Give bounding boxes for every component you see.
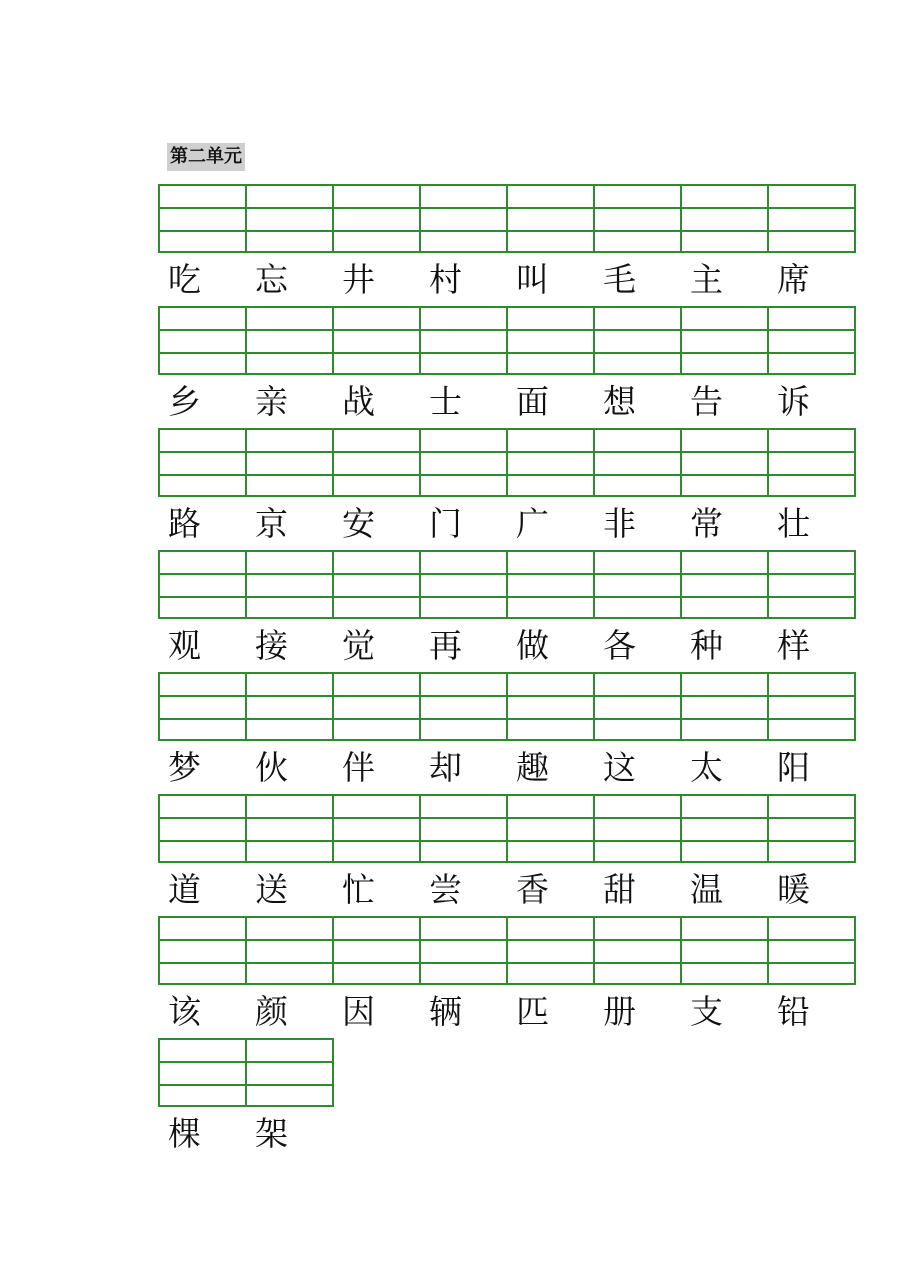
writing-grid bbox=[158, 672, 854, 741]
practice-character: 伴 bbox=[342, 748, 375, 787]
practice-character: 毛 bbox=[603, 260, 636, 299]
writing-cell[interactable] bbox=[506, 672, 595, 741]
practice-row bbox=[158, 672, 854, 794]
writing-cell[interactable] bbox=[245, 1038, 334, 1107]
writing-cell[interactable] bbox=[506, 184, 595, 253]
practice-character: 样 bbox=[777, 626, 810, 665]
writing-cell[interactable] bbox=[332, 306, 421, 375]
practice-character: 路 bbox=[168, 504, 201, 543]
character-row bbox=[158, 985, 854, 1038]
writing-cell[interactable] bbox=[767, 428, 856, 497]
practice-character: 支 bbox=[690, 992, 723, 1031]
writing-cell[interactable] bbox=[158, 306, 247, 375]
writing-cell[interactable] bbox=[680, 428, 769, 497]
writing-cell[interactable] bbox=[332, 794, 421, 863]
practice-character: 告 bbox=[690, 382, 723, 421]
writing-cell[interactable] bbox=[419, 550, 508, 619]
practice-character: 匹 bbox=[516, 992, 549, 1031]
writing-cell[interactable] bbox=[245, 306, 334, 375]
writing-cell[interactable] bbox=[767, 550, 856, 619]
practice-row bbox=[158, 1038, 854, 1160]
practice-character: 非 bbox=[603, 504, 636, 543]
writing-cell[interactable] bbox=[593, 672, 682, 741]
character-row bbox=[158, 1107, 854, 1160]
practice-character: 趣 bbox=[516, 748, 549, 787]
writing-cell[interactable] bbox=[245, 672, 334, 741]
practice-character: 乡 bbox=[168, 382, 201, 421]
writing-cell[interactable] bbox=[245, 916, 334, 985]
practice-character: 架 bbox=[255, 1114, 288, 1153]
practice-character: 这 bbox=[603, 748, 636, 787]
practice-character: 铅 bbox=[777, 992, 810, 1031]
writing-cell[interactable] bbox=[332, 672, 421, 741]
practice-row bbox=[158, 306, 854, 428]
practice-character: 京 bbox=[255, 504, 288, 543]
practice-row bbox=[158, 794, 854, 916]
writing-cell[interactable] bbox=[332, 916, 421, 985]
character-row bbox=[158, 253, 854, 306]
practice-character: 村 bbox=[429, 260, 462, 299]
practice-character: 叫 bbox=[516, 260, 549, 299]
practice-character: 温 bbox=[690, 870, 723, 909]
practice-character: 壮 bbox=[777, 504, 810, 543]
writing-cell[interactable] bbox=[593, 916, 682, 985]
practice-character: 送 bbox=[255, 870, 288, 909]
practice-character: 门 bbox=[429, 504, 462, 543]
writing-cell[interactable] bbox=[593, 794, 682, 863]
practice-character: 梦 bbox=[168, 748, 201, 787]
writing-cell[interactable] bbox=[506, 550, 595, 619]
practice-character: 暖 bbox=[777, 870, 810, 909]
practice-character: 主 bbox=[690, 260, 723, 299]
writing-cell[interactable] bbox=[332, 428, 421, 497]
practice-character: 却 bbox=[429, 748, 462, 787]
writing-grid bbox=[158, 1038, 854, 1107]
practice-character: 诉 bbox=[777, 382, 810, 421]
writing-cell[interactable] bbox=[245, 550, 334, 619]
practice-row bbox=[158, 428, 854, 550]
practice-character: 广 bbox=[516, 504, 549, 543]
writing-cell[interactable] bbox=[680, 550, 769, 619]
practice-character: 颜 bbox=[255, 992, 288, 1031]
practice-character: 忙 bbox=[342, 870, 375, 909]
writing-cell[interactable] bbox=[680, 306, 769, 375]
writing-cell[interactable] bbox=[158, 1038, 247, 1107]
writing-cell[interactable] bbox=[332, 550, 421, 619]
writing-cell[interactable] bbox=[419, 184, 508, 253]
writing-cell[interactable] bbox=[593, 550, 682, 619]
practice-character: 常 bbox=[690, 504, 723, 543]
writing-cell[interactable] bbox=[680, 794, 769, 863]
writing-cell[interactable] bbox=[245, 184, 334, 253]
writing-cell[interactable] bbox=[767, 916, 856, 985]
practice-row bbox=[158, 184, 854, 306]
practice-character: 种 bbox=[690, 626, 723, 665]
writing-grid bbox=[158, 794, 854, 863]
character-row bbox=[158, 375, 854, 428]
practice-character: 伙 bbox=[255, 748, 288, 787]
practice-character: 吃 bbox=[168, 260, 201, 299]
writing-cell[interactable] bbox=[419, 916, 508, 985]
writing-grid bbox=[158, 184, 854, 253]
writing-cell[interactable] bbox=[158, 550, 247, 619]
writing-grid bbox=[158, 306, 854, 375]
practice-character: 接 bbox=[255, 626, 288, 665]
writing-grid bbox=[158, 428, 854, 497]
practice-character: 再 bbox=[429, 626, 462, 665]
writing-cell[interactable] bbox=[593, 184, 682, 253]
writing-cell[interactable] bbox=[767, 306, 856, 375]
writing-cell[interactable] bbox=[680, 916, 769, 985]
practice-character: 亲 bbox=[255, 382, 288, 421]
practice-character: 想 bbox=[603, 382, 636, 421]
writing-cell[interactable] bbox=[419, 428, 508, 497]
character-row bbox=[158, 741, 854, 794]
practice-character: 香 bbox=[516, 870, 549, 909]
practice-character: 觉 bbox=[342, 626, 375, 665]
writing-cell[interactable] bbox=[506, 794, 595, 863]
practice-rows bbox=[158, 184, 854, 1160]
practice-character: 道 bbox=[168, 870, 201, 909]
character-row bbox=[158, 863, 854, 916]
writing-cell[interactable] bbox=[593, 306, 682, 375]
writing-cell[interactable] bbox=[680, 184, 769, 253]
practice-character: 甜 bbox=[603, 870, 636, 909]
practice-character: 安 bbox=[342, 504, 375, 543]
writing-grid bbox=[158, 550, 854, 619]
writing-cell[interactable] bbox=[419, 794, 508, 863]
writing-cell[interactable] bbox=[767, 184, 856, 253]
character-row bbox=[158, 497, 854, 550]
practice-character: 面 bbox=[516, 382, 549, 421]
practice-character: 做 bbox=[516, 626, 549, 665]
practice-character: 辆 bbox=[429, 992, 462, 1031]
writing-cell[interactable] bbox=[245, 428, 334, 497]
practice-row bbox=[158, 550, 854, 672]
practice-character: 阳 bbox=[777, 748, 810, 787]
practice-character: 席 bbox=[777, 260, 810, 299]
writing-cell[interactable] bbox=[158, 916, 247, 985]
writing-cell[interactable] bbox=[506, 306, 595, 375]
practice-character: 棵 bbox=[168, 1114, 201, 1153]
practice-character: 井 bbox=[342, 260, 375, 299]
unit-title: 第二单元 bbox=[167, 143, 245, 171]
character-row bbox=[158, 619, 854, 672]
practice-character: 士 bbox=[429, 382, 462, 421]
practice-row bbox=[158, 916, 854, 1038]
practice-character: 尝 bbox=[429, 870, 462, 909]
writing-cell[interactable] bbox=[158, 672, 247, 741]
writing-cell[interactable] bbox=[593, 428, 682, 497]
practice-character: 观 bbox=[168, 626, 201, 665]
practice-character: 太 bbox=[690, 748, 723, 787]
practice-character: 忘 bbox=[255, 260, 288, 299]
writing-cell[interactable] bbox=[506, 916, 595, 985]
writing-cell[interactable] bbox=[158, 428, 247, 497]
writing-cell[interactable] bbox=[158, 184, 247, 253]
writing-cell[interactable] bbox=[767, 672, 856, 741]
writing-cell[interactable] bbox=[767, 794, 856, 863]
writing-grid bbox=[158, 916, 854, 985]
writing-cell[interactable] bbox=[419, 306, 508, 375]
writing-cell[interactable] bbox=[506, 428, 595, 497]
practice-character: 战 bbox=[342, 382, 375, 421]
writing-cell[interactable] bbox=[158, 794, 247, 863]
practice-character: 各 bbox=[603, 626, 636, 665]
writing-cell[interactable] bbox=[680, 672, 769, 741]
writing-cell[interactable] bbox=[419, 672, 508, 741]
writing-cell[interactable] bbox=[332, 184, 421, 253]
practice-character: 册 bbox=[603, 992, 636, 1031]
practice-character: 因 bbox=[342, 992, 375, 1031]
writing-cell[interactable] bbox=[245, 794, 334, 863]
practice-character: 该 bbox=[168, 992, 201, 1031]
